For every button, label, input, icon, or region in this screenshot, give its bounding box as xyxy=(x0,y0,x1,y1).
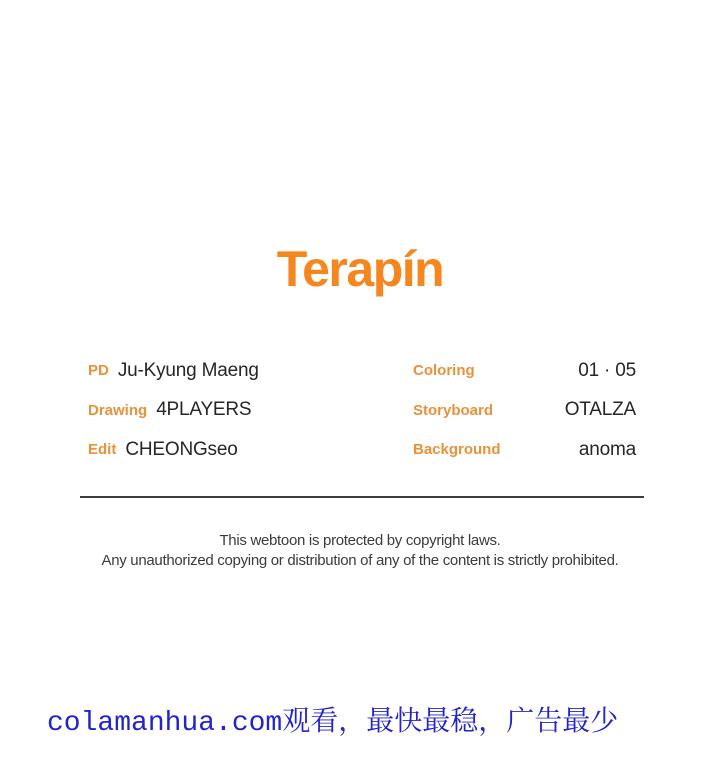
credit-value: 4PLAYERS xyxy=(156,399,252,421)
credits-left-column xyxy=(88,351,259,470)
copyright-line-2: Any unauthorized copying or distribution of any of the content is strictly prohibited. xyxy=(101,552,619,569)
credit-value: OTALZA xyxy=(564,399,636,421)
copyright-notice xyxy=(0,531,720,571)
credit-row-coloring xyxy=(413,351,636,391)
credit-row-drawing xyxy=(88,391,259,431)
series-logo: Terapín xyxy=(276,241,444,297)
credit-label: Coloring xyxy=(413,362,475,380)
watermark-text: colamanhua.com观看，最快最稳，广告最少 xyxy=(47,708,619,739)
copyright-line-1: This webtoon is protected by copyright laws. xyxy=(219,532,501,549)
credit-label: PD xyxy=(88,362,109,380)
credit-label: Edit xyxy=(88,441,117,459)
credits-right-column xyxy=(413,351,636,470)
credit-row-background xyxy=(413,430,636,470)
credit-row-edit xyxy=(88,430,259,470)
credit-label: Background xyxy=(413,441,501,459)
credit-value: CHEONGseo xyxy=(125,438,238,460)
credits-section xyxy=(88,351,636,470)
credit-row-storyboard xyxy=(413,391,636,431)
credit-value: anoma xyxy=(578,438,636,460)
credit-label: Storyboard xyxy=(413,401,494,419)
credit-label: Drawing xyxy=(88,401,148,419)
credit-value: 01 · 05 xyxy=(578,359,636,381)
credit-value: Ju-Kyung Maeng xyxy=(117,359,259,381)
credit-row-pd xyxy=(88,351,259,391)
divider-line xyxy=(80,496,644,498)
